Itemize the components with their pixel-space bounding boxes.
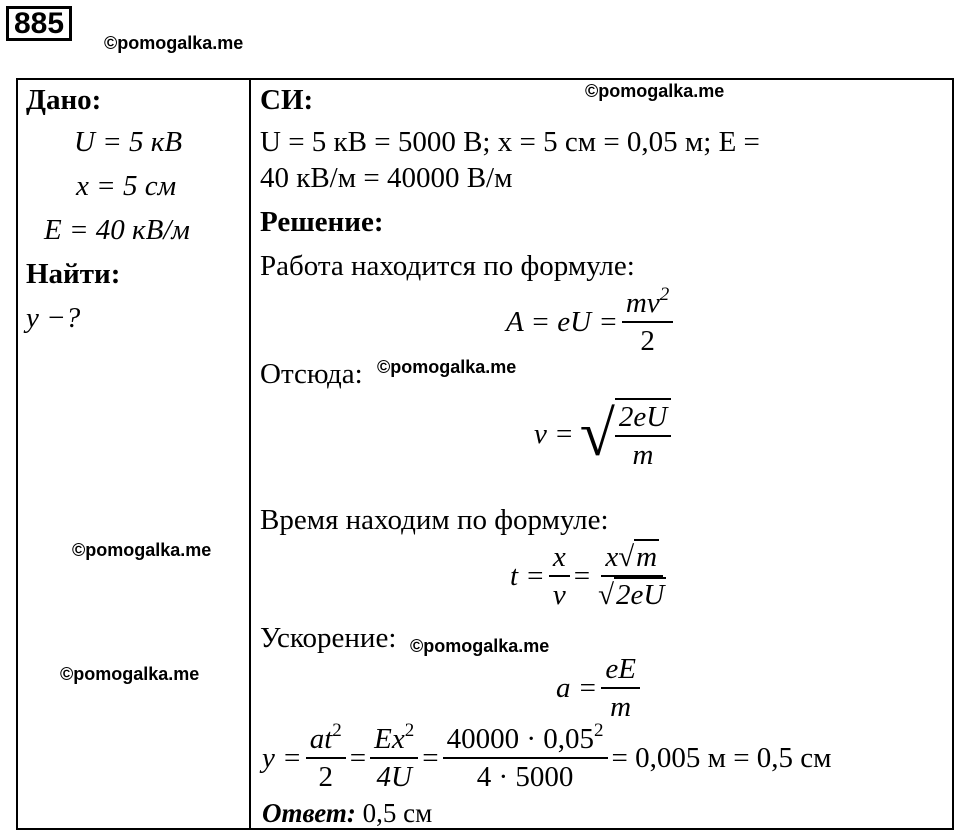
si-line-2: 40 кВ/м = 40000 В/м bbox=[260, 162, 513, 194]
formula-time-lhs: t = bbox=[510, 559, 545, 592]
problem-number: 885 bbox=[6, 6, 72, 41]
formula-velocity-fraction: $\frac{2eU}{m}$ bbox=[615, 398, 671, 471]
formula-displacement-lhs: y = bbox=[262, 741, 302, 774]
answer-line bbox=[262, 798, 432, 829]
formula-displacement-fraction-3: $\frac{40000 \cdot 0,05^2}{4 \cdot 5000}$ bbox=[443, 724, 608, 793]
work-intro: Работа находится по формуле: bbox=[260, 250, 635, 282]
formula-accel-fraction: $\frac{eE}{m}$ bbox=[601, 654, 640, 723]
formula-displacement: y = $\frac{at^2}{2}$ = $\frac{Ex^2}{4U}$ = $\frac{40000 \cdot 0,05^2}{4 \cdot 5000}$ = 0,005 м = 0,5 см bbox=[262, 720, 832, 794]
formula-work bbox=[506, 284, 677, 358]
formula-velocity bbox=[534, 398, 675, 471]
formula-work-fraction: $\frac{mv^2}{2}$ bbox=[622, 288, 673, 357]
formula-accel bbox=[556, 654, 644, 723]
sqrt-symbol: √ bbox=[579, 398, 615, 470]
formula-accel-lhs: a = bbox=[556, 671, 598, 704]
formula-velocity-lhs: v = bbox=[534, 417, 574, 450]
column-divider bbox=[249, 78, 251, 830]
answer-value: 0,5 см bbox=[362, 798, 433, 828]
watermark: ©pomogalka.me bbox=[104, 33, 244, 53]
from-here: Отсюда: bbox=[260, 358, 363, 390]
accel-intro: Ускорение: bbox=[260, 622, 397, 654]
formula-time-fraction-1: $\frac{x}{v}$ bbox=[549, 542, 570, 611]
formula-time-fraction-2: $\frac{x√m}{√2eU}$ bbox=[598, 541, 665, 612]
si-line-1: U = 5 кВ = 5000 В; x = 5 см = 0,05 м; E = bbox=[260, 126, 760, 158]
time-intro: Время находим по формуле: bbox=[260, 504, 609, 536]
watermark-mid: ©pomogalka.me bbox=[377, 357, 517, 377]
watermark-accel: ©pomogalka.me bbox=[410, 636, 550, 656]
given-field: E = 40 кВ/м bbox=[44, 214, 190, 246]
find-heading: Найти: bbox=[26, 258, 121, 290]
formula-time: t = $\frac{x}{v}$ = $\frac{x√m}{√2eU}$ bbox=[510, 542, 674, 611]
answer-label: Ответ: bbox=[262, 798, 356, 828]
given-heading: Дано: bbox=[26, 84, 102, 116]
watermark-left-2: ©pomogalka.me bbox=[60, 664, 200, 684]
formula-displacement-fraction-2: $\frac{Ex^2}{4U}$ bbox=[370, 724, 418, 793]
formula-displacement-fraction-1: $\frac{at^2}{2}$ bbox=[306, 724, 346, 793]
formula-work-lhs: A = eU = bbox=[506, 305, 618, 338]
solution-heading: Решение: bbox=[260, 206, 384, 238]
given-voltage: U = 5 кВ bbox=[74, 126, 183, 158]
si-heading: СИ: bbox=[260, 84, 314, 116]
given-distance: x = 5 см bbox=[76, 170, 177, 202]
formula-displacement-result: = 0,005 м = 0,5 см bbox=[611, 741, 832, 774]
watermark-top: ©pomogalka.me bbox=[585, 81, 725, 101]
find-value: y −? bbox=[26, 302, 81, 334]
watermark-left-1: ©pomogalka.me bbox=[72, 540, 212, 560]
